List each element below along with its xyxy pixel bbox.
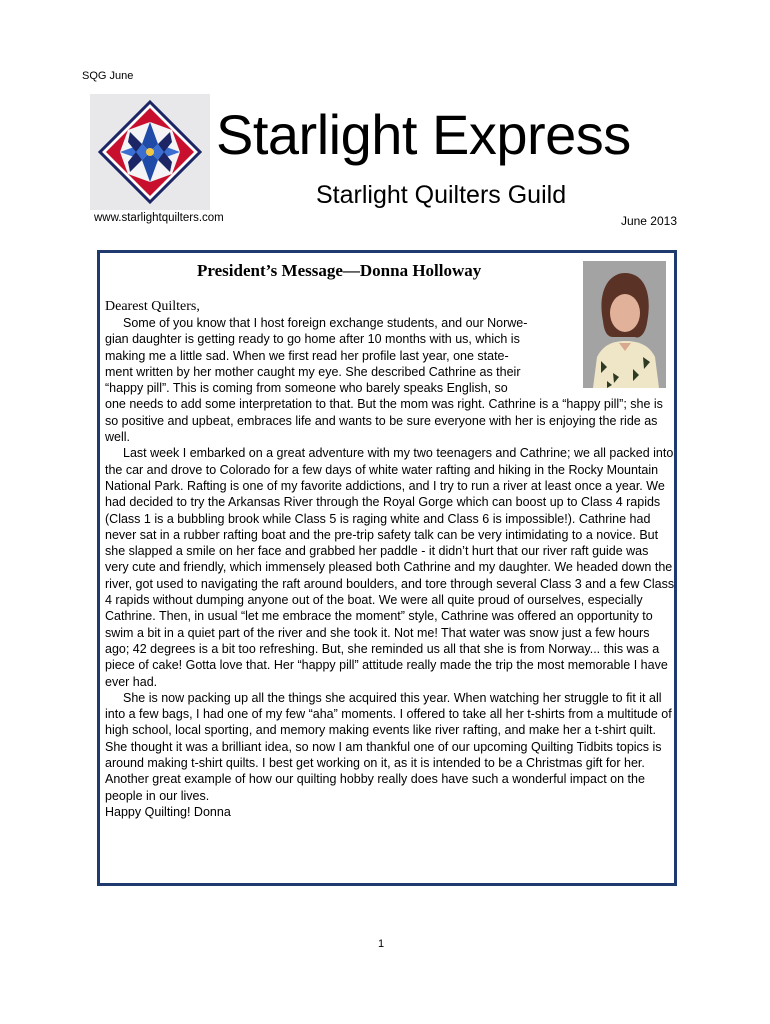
greeting: Dearest Quilters, <box>105 299 200 314</box>
issue-date: June 2013 <box>620 214 677 228</box>
paragraph-1-line: making me a little sad. When we first read her profile last year, one state- <box>105 348 509 363</box>
page-number: 1 <box>378 938 385 950</box>
newsletter-title: Starlight Express <box>216 103 631 166</box>
quilt-star-logo <box>90 94 210 210</box>
presidents-message-box <box>97 250 677 886</box>
paragraph-1-line: gian daughter is getting ready to go home after 10 months with us, which is <box>105 332 520 347</box>
paragraph-1-continued: one needs to add some interpretation to that. But the mom was right. Cathrine is a “happy pill”; she is so positive and upbeat, embraces life and wants to be sure everyone with her is enjoying the ride as well. <box>105 397 663 445</box>
paragraph-1-line: ment written by her mother caught my eye. She described Cathrine as their <box>105 364 521 379</box>
article-title: President’s Message—Donna Holloway <box>197 261 482 280</box>
paragraph-1-wrapped <box>105 315 580 396</box>
paragraph-2: Last week I embarked on a great adventure with my two teenagers and Cathrine; we all packed into the car and drove to Colorado for a few days of white water rafting and hiking in the Rocky Mountain National Park. Rafting is one of my favorite addictions, and I try to run a river at least once a year. We had decided to try the Arkansas River through the Royal Gorge which can boost up to Class 4 rapids (Class 1 is a bubbling brook while Class 5 is raging white and Class 6 is impossible!). Cathrine had never sat in a rubber rafting boat and the pre-trip safety talk can be very intimidating to a novice. But she slapped a smile on her face and grabbed her paddle - it didn’t hurt that our river raft guide was very cute and friendly, which immensely pleased both Cathrine and my daughter. We headed down the river, got used to navigating the raft around boulders, and tore through several Class 3 and a few Class 4 rapids without dumping anyone out of the boat. We were all quite proud of ourselves, especially Cathrine. Then, in usual “let me embrace the moment” style, Cathrine was offered an opportunity to swim a bit in a quiet part of the river and she took it. Not me! That water was snow just a few hours ago; 42 degrees is a bit too refreshing. But, she reminded us all that she is from Norway... this was a piece of cake! Gotta love that. Her “happy pill” attitude really made the trip the most memorable I have ever had. <box>105 446 675 689</box>
paragraph-1-line: “happy pill”. This is coming from someone who barely speaks English, so <box>105 381 508 396</box>
website-link[interactable]: www.starlightquilters.com <box>94 212 224 224</box>
article-body <box>105 299 675 820</box>
paragraph-3: She is now packing up all the things she acquired this year. When watching her struggle to fit it all into a few bags, I had one of my few “aha” moments. I offered to take all her t-shirts from a multitude of high school, local sporting, and memory making events like river rafting, and make her a t-shirt quilt. She thought it was a brilliant idea, so now I am thankful one of our upcoming Quilting Tidbits topics is around making t-shirt quilts. I best get working on it, as it is intended to be a Christmas gift for her. Another great example of how our quilting hobby really does have such a wonderful impact on the people in our lives. <box>105 690 672 803</box>
paragraph-1-line: Some of you know that I host foreign exchange students, and our Norwe- <box>123 316 528 330</box>
sign-off: Happy Quilting! Donna <box>105 804 231 819</box>
header-label: SQG June <box>82 70 134 82</box>
guild-name: Starlight Quilters Guild <box>316 181 567 209</box>
